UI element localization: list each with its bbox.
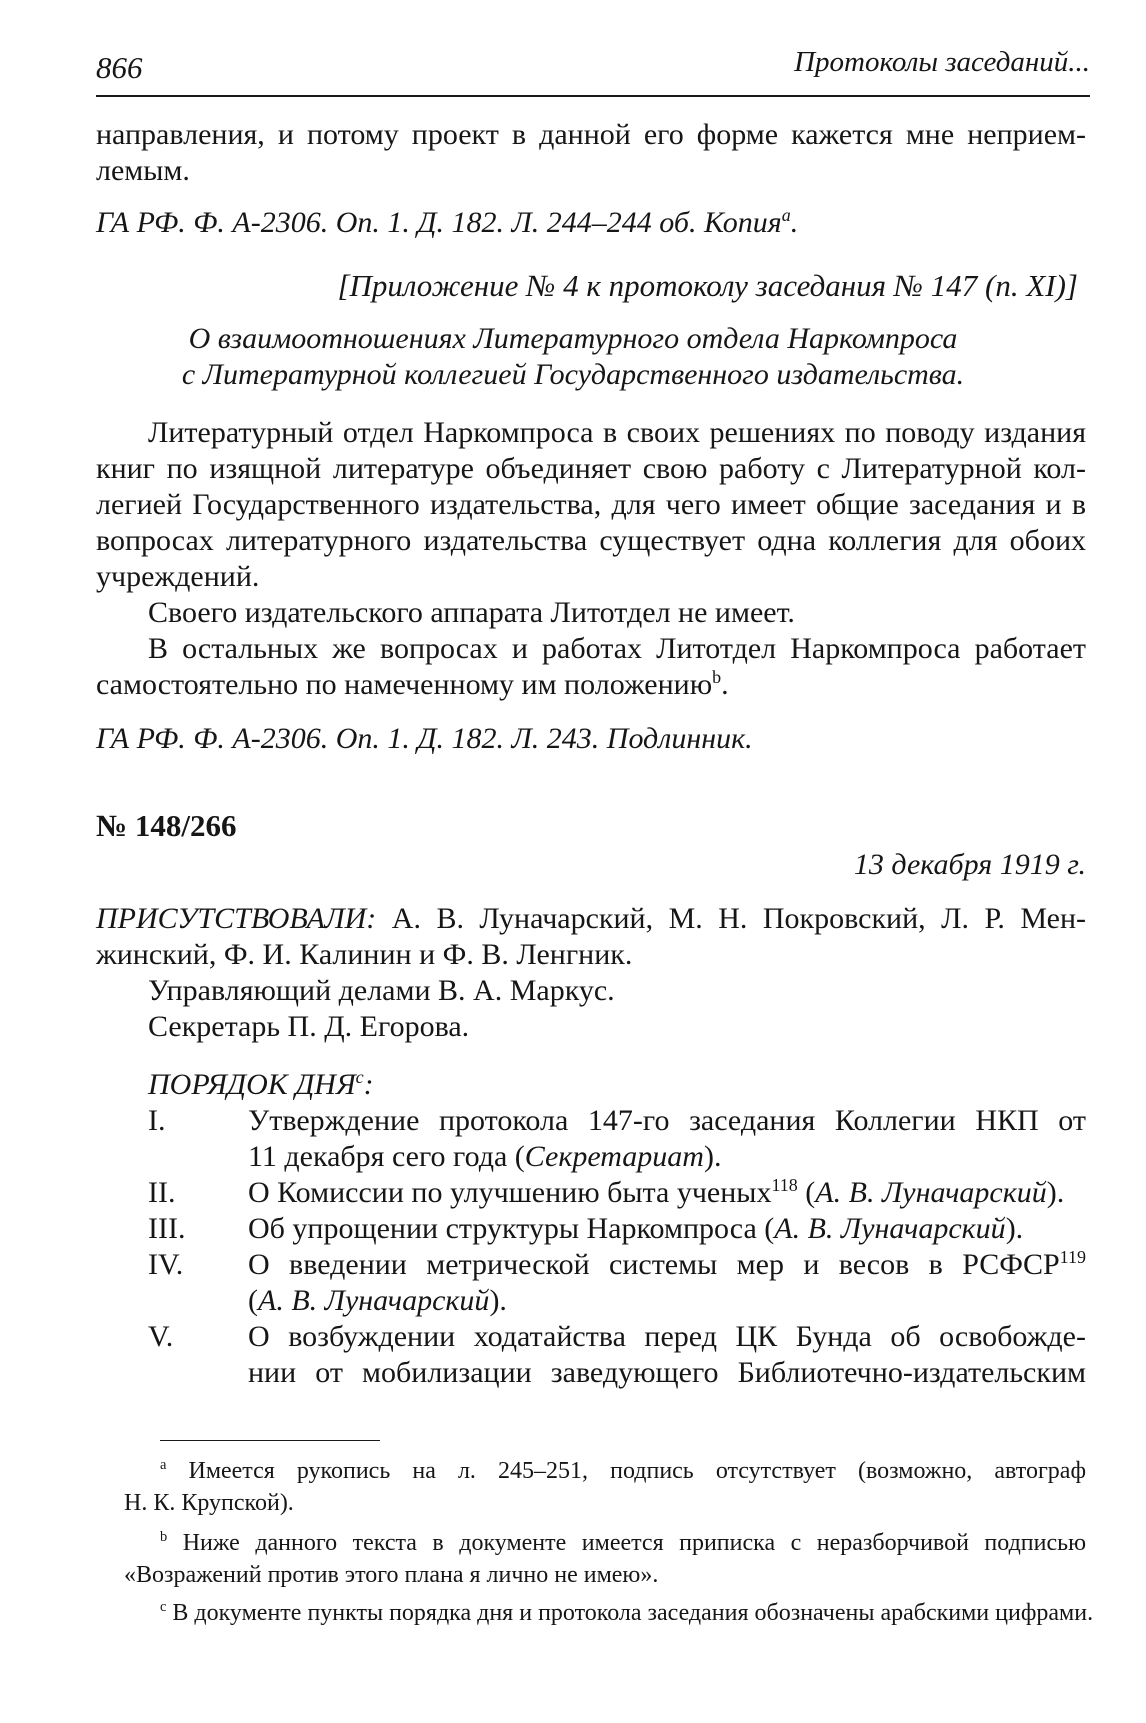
footnote-b-line-2: «Возражений против этого плана я лично не имею». (124, 1562, 659, 1588)
agenda-item-1-line-1: Утверждение протокола 147-го заседания Коллегии НКП от (248, 1104, 1086, 1137)
archive-reference-1: ГА РФ. Ф. А-2306. Оп. 1. Д. 182. Л. 244–244 об. Копия$^a$. (96, 205, 799, 239)
present-manager: Управляющий делами В. А. Маркус. (148, 974, 615, 1007)
agenda-item-5-number: V. (148, 1320, 174, 1353)
protocol-date: 13 декабря 1919 г. (853, 848, 1086, 881)
agenda-item-5-line-1: О возбуждении ходатайства перед ЦК Бунда об освобожде- (248, 1320, 1086, 1353)
paragraph-1-line-5: учреждений. (96, 560, 260, 593)
present-label: ПРИСУТСТВОВАЛИ: (96, 902, 377, 935)
agenda-item-3-number: III. (148, 1212, 186, 1245)
agenda-label: ПОРЯДОК ДНЯ$^c$: (148, 1067, 374, 1101)
present-secretary: Секретарь П. Д. Егорова. (148, 1010, 470, 1043)
footnote-marker-c: c (355, 1067, 364, 1087)
intro-line-1: направления, и потому проект в данной его форме кажется мне неприем- (96, 118, 1086, 151)
paragraph-1-line-3: легией Государственного издательства, для чего имеет общие заседания и в (96, 488, 1086, 521)
agenda-item-1-number: I. (148, 1104, 166, 1137)
present-line-2: жинский, Ф. И. Калинин и Ф. В. Ленгник. (96, 938, 633, 971)
footnote-a-line-2: Н. К. Крупской). (124, 1490, 294, 1516)
protocol-number: № 148/266 (96, 808, 237, 843)
footnote-marker-b: b (712, 667, 722, 687)
footnote-b-line-1: $^b$ Ниже данного текста в документе имеется приписка с неразборчивой подписью (160, 1529, 1087, 1556)
agenda-item-1-line-2: 11 декабря сего года (Секретариат). (248, 1140, 722, 1173)
footnote-marker-a: a (781, 205, 791, 225)
agenda-item-3: Об упрощении структуры Наркомпроса (А. В. Луначарский). (248, 1212, 1024, 1245)
agenda-item-2-number: II. (148, 1176, 176, 1209)
page-number: 866 (96, 50, 143, 85)
header-rule (96, 95, 1090, 97)
present-line-1: ПРИСУТСТВОВАЛИ: А. В. Луначарский, М. Н. Покровский, Л. Р. Мен- (96, 902, 1086, 935)
archive-reference-2: ГА РФ. Ф. А-2306. Оп. 1. Д. 182. Л. 243. Подлинник. (96, 722, 753, 755)
paragraph-1-line-2: книг по изящной литературе объединяет свою работу с Литературной кол- (96, 452, 1086, 485)
footnote-c: $^c$ В документе пункты порядка дня и протокола заседания обозначены арабскими цифрами. (160, 1599, 1094, 1626)
appendix-heading: [Приложение № 4 к протоколу заседания № 147 (п. XI)] (337, 268, 1078, 303)
agenda-item-5-line-2: нии от мобилизации заведующего Библиотечно-издательским (248, 1356, 1086, 1389)
footnote-rule (160, 1440, 380, 1441)
paragraph-1-line-1: Литературный отдел Наркомпроса в своих решениях по поводу издания (148, 416, 1086, 449)
agenda-item-4-line-1: О введении метрической системы мер и весов в РСФСР$^{119}$ (248, 1247, 1086, 1281)
footnote-a-line-1: $^a$ Имеется рукопись на л. 245–251, подпись отсутствует (возможно, автограф (160, 1457, 1087, 1484)
agenda-item-4-line-2: (А. В. Луначарский). (248, 1284, 507, 1317)
appendix-title-line-1: О взаимоотношениях Литературного отдела Наркомпроса (188, 322, 958, 355)
paragraph-1-line-4: вопросах литературного издательства существует одна коллегия для обоих (96, 524, 1086, 557)
agenda-item-2: О Комиссии по улучшению быта ученых$^{118}$ (А. В. Луначарский). (248, 1175, 1065, 1209)
paragraph-2: Своего издательского аппарата Литотдел не имеет. (148, 596, 795, 629)
appendix-title-line-2: с Литературной коллегией Государственного издательства. (181, 358, 965, 391)
running-title: Протоколы заседаний... (794, 46, 1090, 78)
paragraph-3-line-1: В остальных же вопросах и работах Литотдел Наркомпроса работает (148, 632, 1086, 665)
paragraph-3-line-2: самостоятельно по намеченному им положению$^b$. (96, 667, 729, 701)
intro-line-2: лемым. (96, 154, 190, 187)
agenda-item-4-number: IV. (148, 1248, 184, 1281)
